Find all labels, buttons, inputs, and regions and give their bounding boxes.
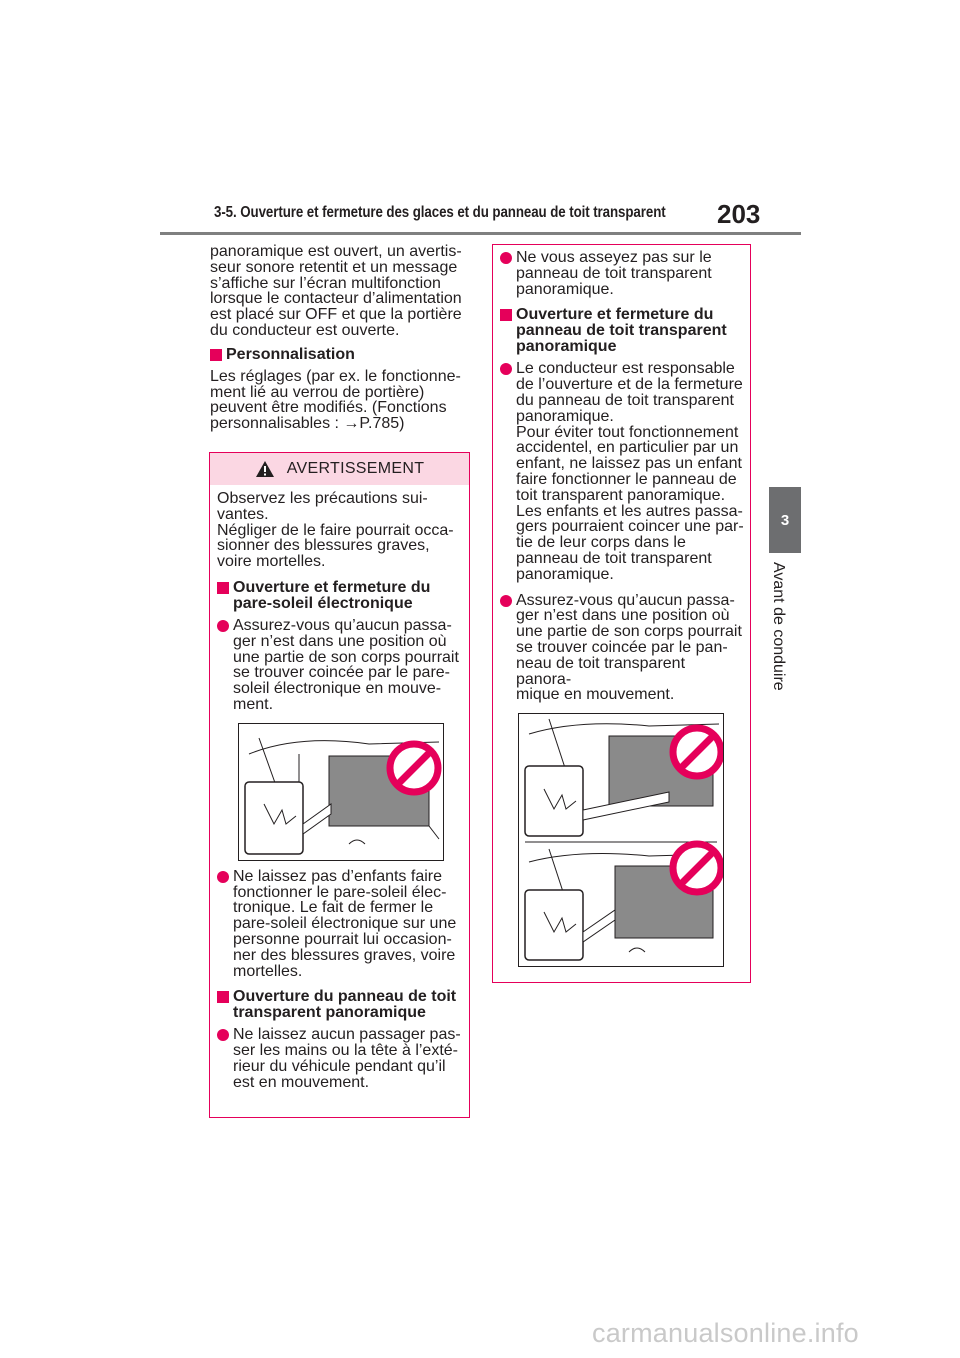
heading-text: Ouverture et fermeture du <box>233 578 431 596</box>
warning-intro-line: Négliger de le faire pourrait occa- <box>217 521 454 539</box>
page-number: 203 <box>717 199 761 229</box>
round-bullet-icon <box>500 363 512 375</box>
round-bullet-icon <box>500 595 512 607</box>
bullet-line: panoramique. <box>516 280 614 298</box>
bullet-line: ger n’est dans une position où <box>516 607 730 625</box>
perso-line: Les réglages (par ex. le fonctionne- <box>210 367 461 385</box>
bullet-line: Ne vous asseyez pas sur le <box>516 249 712 266</box>
bullet-line: Pour éviter tout fonctionnement <box>516 423 739 441</box>
bullet-line: neau de toit transparent panora- <box>516 654 686 688</box>
intro-line: est placé sur OFF et que la portière <box>210 306 462 324</box>
bullet-line: de l’ouverture et de la fermeture <box>516 376 743 394</box>
warning-intro-line: Observez les précautions sui- <box>217 490 428 507</box>
bullet-line: panneau de toit transparent <box>516 264 712 282</box>
warning-bullet <box>500 593 744 704</box>
warning-intro-line: voire mortelles. <box>217 553 326 571</box>
bullet-line: Ne laissez aucun passager pas- <box>233 1026 461 1044</box>
warning-bullet <box>217 618 463 713</box>
bullet-line: Le conducteur est responsable <box>516 360 735 378</box>
bullet-line: ger n’est dans une position où <box>233 632 447 650</box>
warning-header <box>210 453 469 485</box>
bullet-line: ner des blessures graves, voire <box>233 946 456 964</box>
square-bullet-icon <box>500 309 512 321</box>
heading-text: Personnalisation <box>226 345 355 363</box>
page-header-title: 3-5. Ouverture et fermeture des glaces et du panneau de toit transparent <box>214 204 666 221</box>
chapter-number: 3 <box>780 511 790 529</box>
bullet-line: panoramique. <box>516 565 614 583</box>
bullet-line: personne pourrait lui occasion- <box>233 930 452 948</box>
warning-intro-line: sionner des blessures graves, <box>217 537 430 555</box>
intro-line: s’affiche sur l’écran multifonction <box>210 274 441 292</box>
personnalisation-heading <box>210 347 472 363</box>
square-bullet-icon <box>217 582 229 594</box>
heading-text: Ouverture du panneau de toit <box>233 988 457 1006</box>
bullet-line: tie de leur corps dans le <box>516 534 686 552</box>
chapter-label: Avant de conduire <box>770 562 787 691</box>
header-divider <box>160 232 801 235</box>
warning-intro-line: vantes. <box>217 505 269 523</box>
bullet-line: tronique. Le fait de fermer le <box>233 899 434 917</box>
perso-line: personnalisables : →P.785) <box>210 415 405 433</box>
bullet-line: rieur du véhicule pendant qu’il <box>233 1057 446 1075</box>
warning-bullet <box>217 1027 463 1090</box>
sunshade-pinch-illustration <box>238 723 444 861</box>
heading-text: transparent panoramique <box>233 1004 426 1022</box>
square-bullet-icon <box>217 991 229 1003</box>
heading-text: pare-soleil électronique <box>233 594 413 612</box>
bullet-line: panneau de toit transparent <box>516 549 712 567</box>
intro-section <box>210 244 472 432</box>
panoramic-roof-pinch-illustration <box>518 713 724 967</box>
intro-line: du conducteur est ouverte. <box>210 321 400 339</box>
round-bullet-icon <box>217 620 229 632</box>
intro-line: seur sonore retentit et un message <box>210 258 458 276</box>
heading-text: panoramique <box>516 338 617 356</box>
bullet-line: fonctionner le pare-soleil élec- <box>233 883 447 901</box>
round-bullet-icon <box>217 871 229 883</box>
warning-bullet <box>500 361 744 582</box>
bullet-line: accidentel, en particulier par un <box>516 439 739 457</box>
bullet-line: soleil électronique en mouve- <box>233 680 442 698</box>
bullet-line: est en mouvement. <box>233 1073 370 1091</box>
square-bullet-icon <box>210 349 222 361</box>
bullet-line: une partie de son corps pourrait <box>516 623 742 641</box>
bullet-line: Ne laissez pas d’enfants faire <box>233 867 442 885</box>
bullet-line: se trouver coincée par le pan- <box>516 638 728 656</box>
bullet-line: gers pourraient coincer une par- <box>516 518 744 536</box>
intro-line: panoramique est ouvert, un avertis- <box>210 243 462 260</box>
perso-line: peuvent être modifiés. (Fonctions <box>210 399 447 417</box>
warning-triangle-icon <box>255 460 275 478</box>
bullet-line: ser les mains ou la tête à l’exté- <box>233 1042 458 1060</box>
warning-bullet <box>217 869 463 980</box>
heading-text: panneau de toit transparent <box>516 322 727 340</box>
bullet-line: ment. <box>233 695 274 713</box>
bullet-line: du panneau de toit transparent <box>516 391 734 409</box>
pare-soleil-heading <box>217 580 463 612</box>
bullet-line: se trouver coincée par le pare- <box>233 664 450 682</box>
bullet-line: faire fonctionner le panneau de <box>516 470 737 488</box>
bullet-line: Assurez-vous qu’aucun passa- <box>516 591 735 609</box>
perso-line: ment lié au verrou de portière) <box>210 383 425 401</box>
warning-box <box>209 452 470 1118</box>
bullet-line: enfant, ne laissez pas un enfant <box>516 455 742 473</box>
intro-line: lorsque le contacteur d’alimentation <box>210 290 462 308</box>
bullet-line: toit transparent panoramique. <box>516 486 726 504</box>
heading-text: Ouverture et fermeture du <box>516 306 714 324</box>
bullet-line: pare-soleil électronique sur une <box>233 915 457 933</box>
bullet-line: panoramique. <box>516 407 614 425</box>
bullet-line: Assurez-vous qu’aucun passa- <box>233 616 452 634</box>
bullet-line: Les enfants et les autres passa- <box>516 502 743 520</box>
warning-box-continued <box>492 244 751 983</box>
watermark: carmanualsonline.info <box>592 1318 859 1348</box>
bullet-line: mortelles. <box>233 962 303 980</box>
panneau-heading <box>217 989 463 1021</box>
chapter-tab <box>769 487 801 553</box>
warning-title: AVERTISSEMENT <box>286 460 425 477</box>
toit-heading <box>500 307 744 355</box>
round-bullet-icon <box>217 1029 229 1041</box>
warning-bullet <box>500 250 744 297</box>
bullet-line: mique en mouvement. <box>516 686 675 704</box>
bullet-line: une partie de son corps pourrait <box>233 648 459 666</box>
round-bullet-icon <box>500 252 512 264</box>
